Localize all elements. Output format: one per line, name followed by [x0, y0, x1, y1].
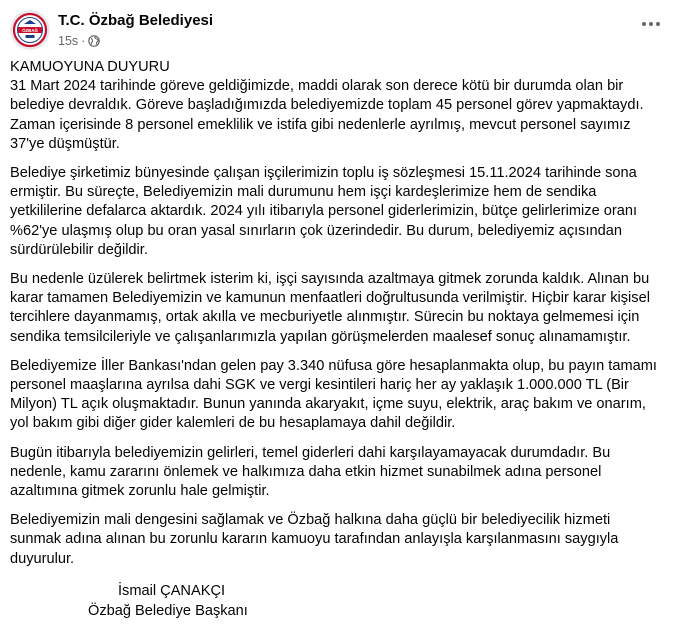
post-header — [10, 10, 665, 54]
avatar-seal-text: ÖZBAĞ — [22, 27, 38, 33]
paragraph-line: Belediyemizin mali dengesini sağlamak ve Özbağ halkına daha güçlü bir belediyecilik hizmeti — [10, 512, 611, 529]
post-paragraph — [10, 270, 662, 347]
paragraph-line: tercihlere dayanmamış, ortak akılla ve mecburiyetle alınmıştır. Sürecin bu noktaya gelmemesi için — [10, 309, 640, 326]
meta-separator: · — [81, 34, 86, 48]
page-name-link[interactable]: T.C. Özbağ Belediyesi — [58, 12, 214, 29]
post-paragraph — [10, 58, 662, 154]
post-timestamp[interactable]: 15s — [58, 34, 79, 48]
paragraph-line: azaltımına gitmek zorunlu hale gelmiştir. — [10, 483, 270, 500]
post-paragraph — [10, 511, 662, 569]
signature-title: Özbağ Belediye Başkanı — [88, 603, 248, 619]
paragraph-line: 31 Mart 2024 tarihinde göreve geldiğimizde, maddi olarak son derece kötü bir durumda olan bir — [10, 78, 624, 95]
paragraph-line: sunmak adına alınan bu zorunlu kararın kamuoyu tarafından anlayışla karşılanmasını saygıyla — [10, 531, 619, 548]
paragraph-line: karar tamamen Belediyemizin ve kamunun menfaatleri doğrultusunda verilmiştir. Hiçbir karar kişisel — [10, 290, 650, 307]
post-paragraph — [10, 444, 662, 502]
more-options-icon[interactable] — [637, 14, 665, 34]
paragraph-line: personel maaşlarına ayrılsa dahi SGK ve vergi kesintileri hariç her ay yaklaşık 1.000.000 TL (Bir — [10, 377, 629, 394]
globe-icon[interactable] — [88, 35, 100, 47]
paragraph-line: yol bakım gibi diğer gider kalemleri de bu hesaplamaya dahil değildir. — [10, 415, 456, 432]
paragraph-line: yetkililerine defalarca aktardık. 2024 yılı itibarıyla personel giderlerimizin, bütçe gelirlerimize oranı — [10, 203, 638, 220]
municipality-seal-icon — [10, 10, 50, 50]
page-avatar[interactable] — [10, 10, 50, 50]
post-body — [10, 58, 662, 579]
paragraph-line: Zaman içerisinde 8 personel emeklilik ve istifa gibi nedenlerle ayrılmış, mevcut personel sayımız — [10, 116, 631, 133]
paragraph-line: Belediyemize İller Bankası'ndan gelen pay 3.340 nüfusa göre hesaplanmakta olup, bu payın tamamı — [10, 357, 657, 374]
paragraph-line: belediye devraldık. Göreve başladığımızda belediyemizde toplam 45 personel görev yapmaktaydı. — [10, 97, 644, 114]
paragraph-line: Milyon) TL açık oluşmaktadır. Bunun yanında akaryakıt, içme suyu, elektrik, araç bakım ve onarım, — [10, 396, 646, 413]
post-meta — [58, 33, 100, 49]
paragraph-line: Bu nedenle üzülerek belirtmek isterim ki, işçi sayısında azaltmaya gitmek zorunda kaldık. Alınan bu — [10, 271, 650, 288]
paragraph-line: duyurulur. — [10, 550, 75, 567]
announcement-heading: KAMUOYUNA DUYURU — [10, 59, 170, 75]
paragraph-line: %62'ye ulaşmış olup bu oran yasal sınırların çok üzerindedir. Bu durum, belediyemiz açısından — [10, 222, 622, 239]
paragraph-line: sürdürülebilir değildir. — [10, 241, 148, 258]
paragraph-line: nedenle, kamu zararını önlemek ve halkımıza daha etkin hizmet sunabilmek adına personel — [10, 463, 602, 480]
paragraph-line: Belediye şirketimiz bünyesinde çalışan işçilerimizin toplu iş sözleşmesi 15.11.2024 tarihinde sona — [10, 165, 637, 182]
post-paragraph — [10, 357, 662, 434]
paragraph-line: 37'ye düşmüştür. — [10, 135, 120, 152]
paragraph-line: ermiştir. Bu süreçte, Belediyemizin mali durumunu hem işçi kardeşlerimize hem de sendika — [10, 184, 597, 201]
paragraph-line: sendika temsilcileriyle ve çalışanlarımızla yapılan görüşmelerden maalesef sonuç alınamamıştır. — [10, 328, 631, 345]
post-paragraph — [10, 164, 662, 260]
paragraph-line: Bugün itibarıyla belediyemizin gelirleri, temel giderleri dahi karşılayamayacak durumdadır. Bu — [10, 444, 611, 461]
signature-name: İsmail ÇANAKÇI — [118, 583, 226, 599]
